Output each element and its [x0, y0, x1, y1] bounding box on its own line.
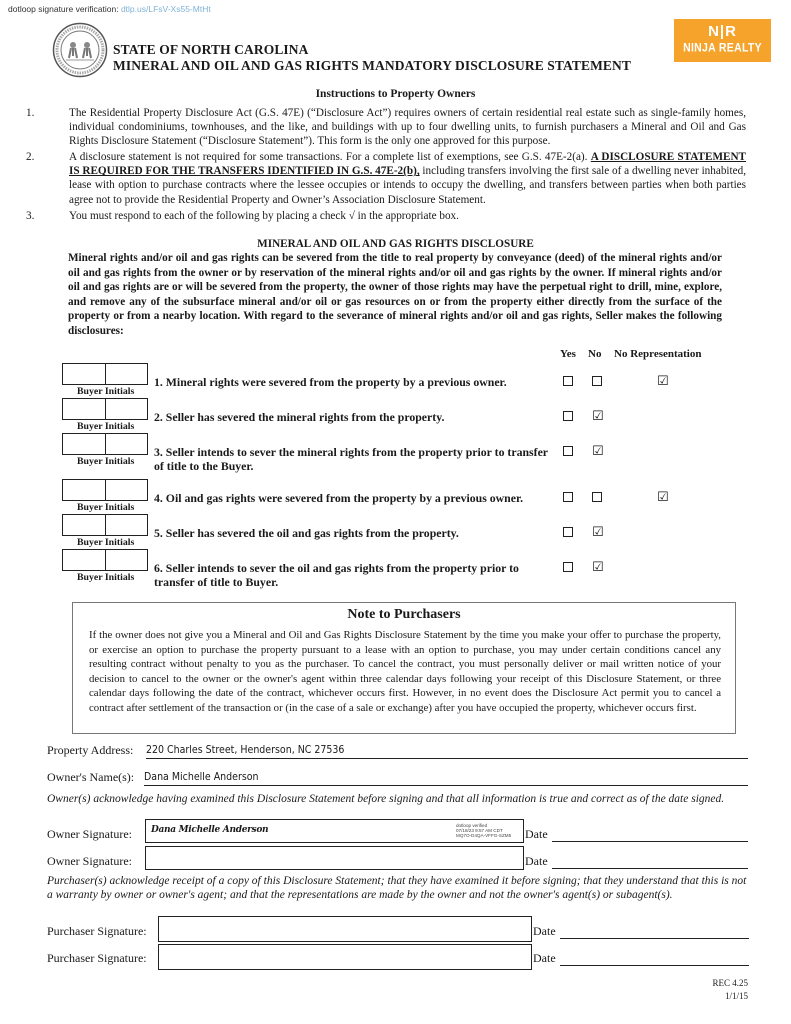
owner-signature-box[interactable]	[145, 819, 524, 843]
instruction-text: The Residential Property Disclosure Act (G.S. 47E) (“Disclosure Act”) requires owners of certain residential real estate such as single-family homes, individual condominiums, townhouses, and the like, and buildings with up to four dwelling units, to furnish purchasers a Mineral and Oil and Gas Rights Disclosure Statement (“Disclosure Statement”). This form is the only one approved for this purpose.	[69, 107, 746, 148]
instruction-number: 2.	[26, 151, 35, 164]
disclosure-row-6	[62, 549, 742, 589]
purchaser-date-label: Date	[533, 924, 556, 938]
stamp-line: MQ7O-D4QA-VFFG-SZM5	[456, 833, 512, 838]
owner-date-label-2: Date	[525, 854, 548, 868]
owner-signature-label-2: Owner Signature:	[47, 854, 132, 868]
instruction-text: A disclosure statement is not required for some transactions. For a complete list of exemptions, see G.S. 47E-2(a).	[69, 151, 591, 164]
checkbox-no-representation[interactable]: ☑	[657, 490, 669, 505]
instruction-text: including transfers involving the first sale of a dwelling never inhabited, lease with option to purchase contracts where the lessee occupies or intends to occupy the dwelling, and transfers between parties when both parties agree not to provide the Residential Property and Owner’s Association Disclosure Statement.	[69, 165, 746, 206]
buyer-initials-label: Buyer Initials	[77, 421, 135, 432]
purchaser-signature-box-2[interactable]	[158, 944, 532, 970]
nc-real-estate-commission-seal-icon	[52, 22, 108, 78]
note-title: Note to Purchasers	[347, 607, 461, 622]
owner-signature-label: Owner Signature:	[47, 827, 132, 841]
instructions-list	[26, 106, 746, 225]
disclosure-heading: MINERAL AND OIL AND GAS RIGHTS DISCLOSURE	[257, 238, 534, 250]
note-to-purchasers	[72, 602, 736, 734]
question-text: 5. Seller has severed the oil and gas rights from the property.	[154, 526, 459, 540]
logo-mark: N|R	[708, 23, 737, 40]
checkbox-yes[interactable]	[563, 562, 573, 572]
form-title	[113, 42, 631, 74]
checkbox-no[interactable]: ☑	[592, 525, 604, 540]
question-text: 6. Seller intends to sever the oil and gas rights from the property prior to transfer of title to Buyer.	[154, 561, 519, 589]
instruction-item	[26, 150, 746, 206]
checkbox-no[interactable]: ☑	[592, 444, 604, 459]
instruction-number: 3.	[26, 209, 35, 222]
owner-names-field[interactable]	[144, 770, 748, 786]
disclosure-row-3	[62, 433, 742, 473]
question-text: 3. Seller intends to sever the mineral rights from the property prior to transfer of title to the Buyer.	[154, 445, 548, 473]
checkbox-no[interactable]: ☑	[592, 409, 604, 424]
checkbox-no[interactable]	[592, 492, 602, 502]
buyer-initials-label: Buyer Initials	[77, 572, 135, 583]
column-header-no: No	[588, 348, 602, 360]
stamp-line: dotloop verified	[456, 823, 488, 828]
disclosure-row-1	[62, 363, 742, 403]
checkbox-yes[interactable]	[563, 492, 573, 502]
owner-acknowledgement: Owner(s) acknowledge having examined this Disclosure Statement before signing and that all information is true and correct as of the date signed.	[47, 793, 725, 805]
property-address-value: 220 Charles Street, Henderson, NC 27536	[146, 744, 345, 756]
instruction-number: 1.	[26, 107, 35, 119]
note-text: If the owner does not give you a Mineral and Oil and Gas Rights Disclosure Statement by the time you make your offer to purchase the property, or exercise an option to purchase the property pursuant to a lease with an option to purchase, you may under certain conditions cancel any resulting contract without penalty to you as the purchaser. To cancel the contract, you must personally deliver or mail written notice of your decision to cancel to the owner or the owner's agent within three calendar days following your receipt of this Disclosure Statement, or three calendar days following the date of the contract, whichever occurs first. However, in no event does the Disclosure Act permit you to cancel a contract after settlement of the transaction or (in the case of a sale or exchange) after you have occupied the property, whichever occurs first.	[89, 629, 721, 714]
property-address-label: Property Address:	[47, 743, 134, 757]
form-footer	[712, 977, 748, 1003]
disclosure-row-2	[62, 398, 742, 438]
title-state: STATE OF NORTH CAROLINA	[113, 42, 309, 57]
question-text: 1. Mineral rights were severed from the property by a previous owner.	[154, 375, 507, 389]
property-address-field[interactable]	[146, 743, 748, 759]
title-form-name: MINERAL AND OIL AND GAS RIGHTS MANDATORY DISCLOSURE STATEMENT	[113, 58, 631, 73]
buyer-initials-box[interactable]	[62, 398, 148, 420]
checkbox-yes[interactable]	[563, 527, 573, 537]
buyer-initials-box[interactable]	[62, 363, 148, 385]
purchaser-signature-label-2: Purchaser Signature:	[47, 951, 147, 965]
checkbox-yes[interactable]	[563, 411, 573, 421]
instruction-text: You must respond to each of the following by placing a check √ in the appropriate box.	[69, 209, 459, 222]
instruction-item	[26, 106, 746, 148]
checkbox-yes[interactable]	[563, 446, 573, 456]
checkbox-yes[interactable]	[563, 376, 573, 386]
owner-date-field[interactable]	[552, 827, 748, 842]
owner-names-label: Owner's Name(s):	[47, 770, 135, 784]
owner-date-label: Date	[525, 827, 548, 841]
verification-link[interactable]: dtlp.us/LFsV-Xs55-MtHt	[120, 4, 211, 14]
buyer-initials-label: Buyer Initials	[77, 537, 135, 548]
buyer-initials-label: Buyer Initials	[77, 502, 135, 513]
owner-signature-value: Dana Michelle Anderson	[151, 825, 269, 835]
disclosure-row-4	[62, 479, 742, 519]
purchaser-signature-box[interactable]	[158, 916, 532, 942]
signature-verification-stamp	[456, 823, 511, 838]
buyer-initials-box[interactable]	[62, 479, 148, 501]
instructions-heading: Instructions to Property Owners	[315, 88, 476, 100]
ninja-realty-logo	[674, 19, 771, 62]
form-date: 1/1/15	[724, 991, 748, 1001]
purchaser-date-field-2[interactable]	[560, 951, 749, 966]
checkbox-no[interactable]: ☑	[592, 560, 604, 575]
owner-signature-box-2[interactable]	[145, 846, 524, 870]
buyer-initials-label: Buyer Initials	[77, 456, 135, 467]
form-number: REC 4.25	[712, 978, 748, 988]
question-text: 4. Oil and gas rights were severed from the property by a previous owner.	[154, 491, 524, 505]
purchaser-date-field[interactable]	[560, 924, 749, 939]
instruction-item	[26, 209, 746, 223]
signature-verification	[8, 4, 211, 14]
buyer-initials-box[interactable]	[62, 549, 148, 571]
instruction-emphasis: A DISCLOSURE STATEMENT IS REQUIRED FOR THE TRANSFERS IDENTIFIED IN G.S. 47E-2(b),	[69, 151, 747, 178]
disclosure-row-5	[62, 514, 742, 554]
disclosure-paragraph: Mineral rights and/or oil and gas rights can be severed from the title to real property by conveyance (deed) of the mineral rights and/or oil and gas rights from the owner or by reservation of the mineral rights and/or oil and gas rights by the owner. If mineral rights and/or oil and gas rights are or will be severed from the property, the owner of those rights may have the perpetual right to drill, mine, explore, and remove any of the subsurface mineral and/or oil or gas resources on or from the property either directly from the surface of the property or from a nearby location. With regard to the severance of mineral rights and/or oil and gas rights, Seller makes the following disclosures:	[68, 252, 722, 337]
verification-label: dotloop signature verification:	[8, 4, 119, 14]
question-text: 2. Seller has severed the mineral rights from the property.	[154, 410, 445, 424]
checkbox-no[interactable]	[592, 376, 602, 386]
buyer-initials-label: Buyer Initials	[77, 386, 135, 397]
logo-name: NINJA REALTY	[683, 41, 762, 55]
purchaser-acknowledgement: Purchaser(s) acknowledge receipt of a copy of this Disclosure Statement; that they have examined it before signing; that they understand that this is not a warranty by owner or owner's agent; and that the representations are made by the owner and not the owner's agent(s) or subagent(s).	[47, 875, 747, 901]
owner-date-field-2[interactable]	[552, 854, 748, 869]
buyer-initials-box[interactable]	[62, 514, 148, 536]
owner-names-value: Dana Michelle Anderson	[144, 771, 259, 783]
purchaser-date-label-2: Date	[533, 951, 556, 965]
checkbox-no-representation[interactable]: ☑	[657, 374, 669, 389]
buyer-initials-box[interactable]	[62, 433, 148, 455]
purchaser-signature-label: Purchaser Signature:	[47, 924, 147, 938]
column-header-yes: Yes	[560, 348, 576, 360]
column-header-no-representation: No Representation	[614, 348, 702, 360]
stamp-line: 07/18/23 9:57 AM CDT	[456, 828, 503, 833]
